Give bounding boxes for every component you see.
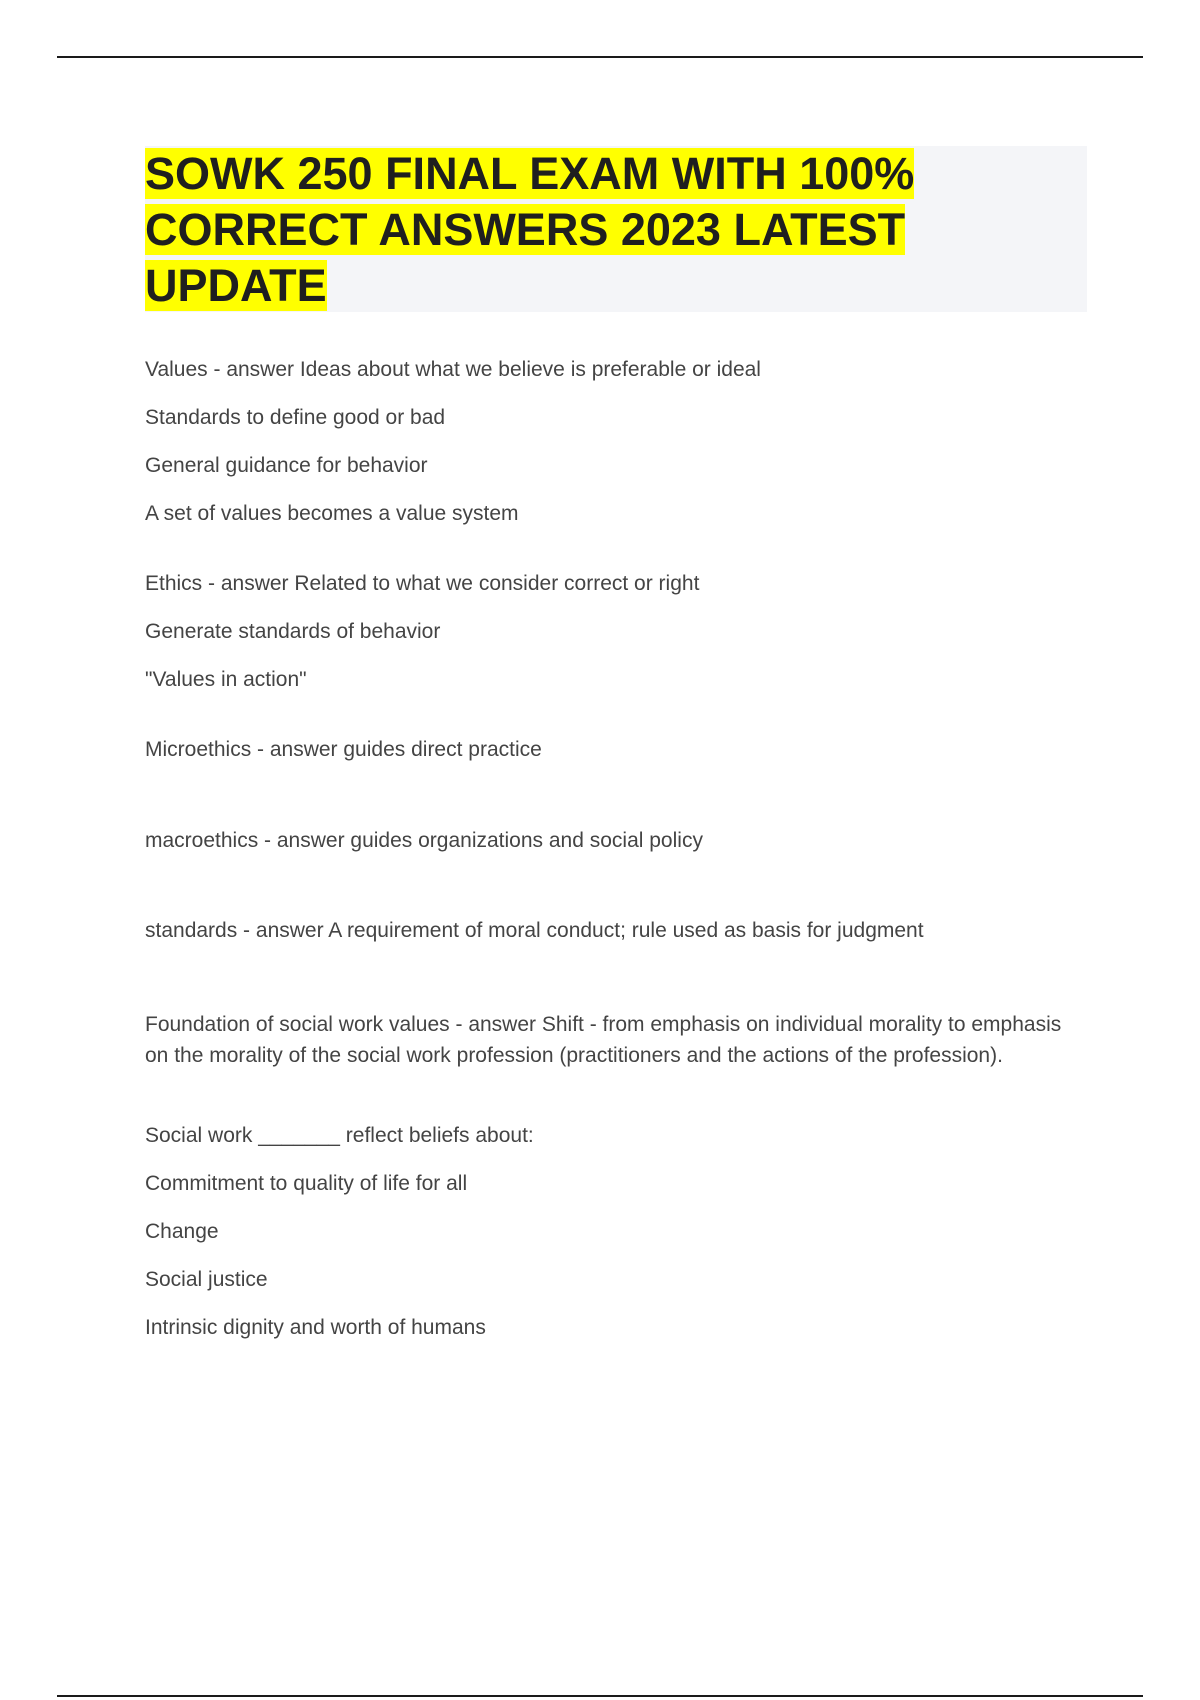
bottom-rule <box>57 1695 1143 1697</box>
answer-line: Foundation of social work values - answer Shift - from emphasis on individual morality to emphasis on the morality of the social work profession (practitioners and the actions of the profession). <box>145 1013 1062 1067</box>
qa-macroethics <box>145 828 1065 854</box>
top-rule <box>57 56 1143 58</box>
answer-line: Social justice <box>145 1268 268 1291</box>
document-title-highlight: SOWK 250 FINAL EXAM WITH 100% CORRECT ANSWERS 2023 LATEST UPDATE <box>145 148 915 311</box>
answer-line: Generate standards of behavior <box>145 620 441 643</box>
section-gap <box>145 785 1065 828</box>
answer-line: Standards to define good or bad <box>145 406 446 429</box>
answer-line: standards - answer A requirement of moral conduct; rule used as basis for judgment <box>145 919 924 942</box>
answer-line: macroethics - answer guides organizations and social policy <box>145 829 703 852</box>
answer-line: Intrinsic dignity and worth of humans <box>145 1316 486 1339</box>
answer-line: Microethics - answer guides direct practice <box>145 738 542 761</box>
qa-social-work-beliefs <box>145 1123 1065 1341</box>
section-gap <box>145 966 1065 1009</box>
document-title <box>145 146 1005 314</box>
section-gap <box>145 549 1065 571</box>
qa-values <box>145 357 1065 527</box>
answer-line: General guidance for behavior <box>145 454 428 477</box>
qa-standards <box>145 918 1065 944</box>
answer-line: Social work _______ reflect beliefs about: <box>145 1124 534 1147</box>
section-gap <box>145 715 1065 737</box>
answer-line: Commitment to quality of life for all <box>145 1172 468 1195</box>
qa-ethics <box>145 571 1065 693</box>
answer-line: Ethics - answer Related to what we consider correct or right <box>145 572 700 595</box>
answer-line: "Values in action" <box>145 668 307 691</box>
section-gap <box>145 1071 1065 1123</box>
qa-microethics <box>145 737 1065 763</box>
answer-line: Change <box>145 1220 219 1243</box>
answer-line: Values - answer Ideas about what we believe is preferable or ideal <box>145 358 761 381</box>
document-body <box>145 357 1065 1363</box>
title-block <box>145 146 1087 312</box>
section-gap <box>145 876 1065 918</box>
qa-foundation <box>145 1009 1065 1071</box>
answer-line: A set of values becomes a value system <box>145 502 519 525</box>
